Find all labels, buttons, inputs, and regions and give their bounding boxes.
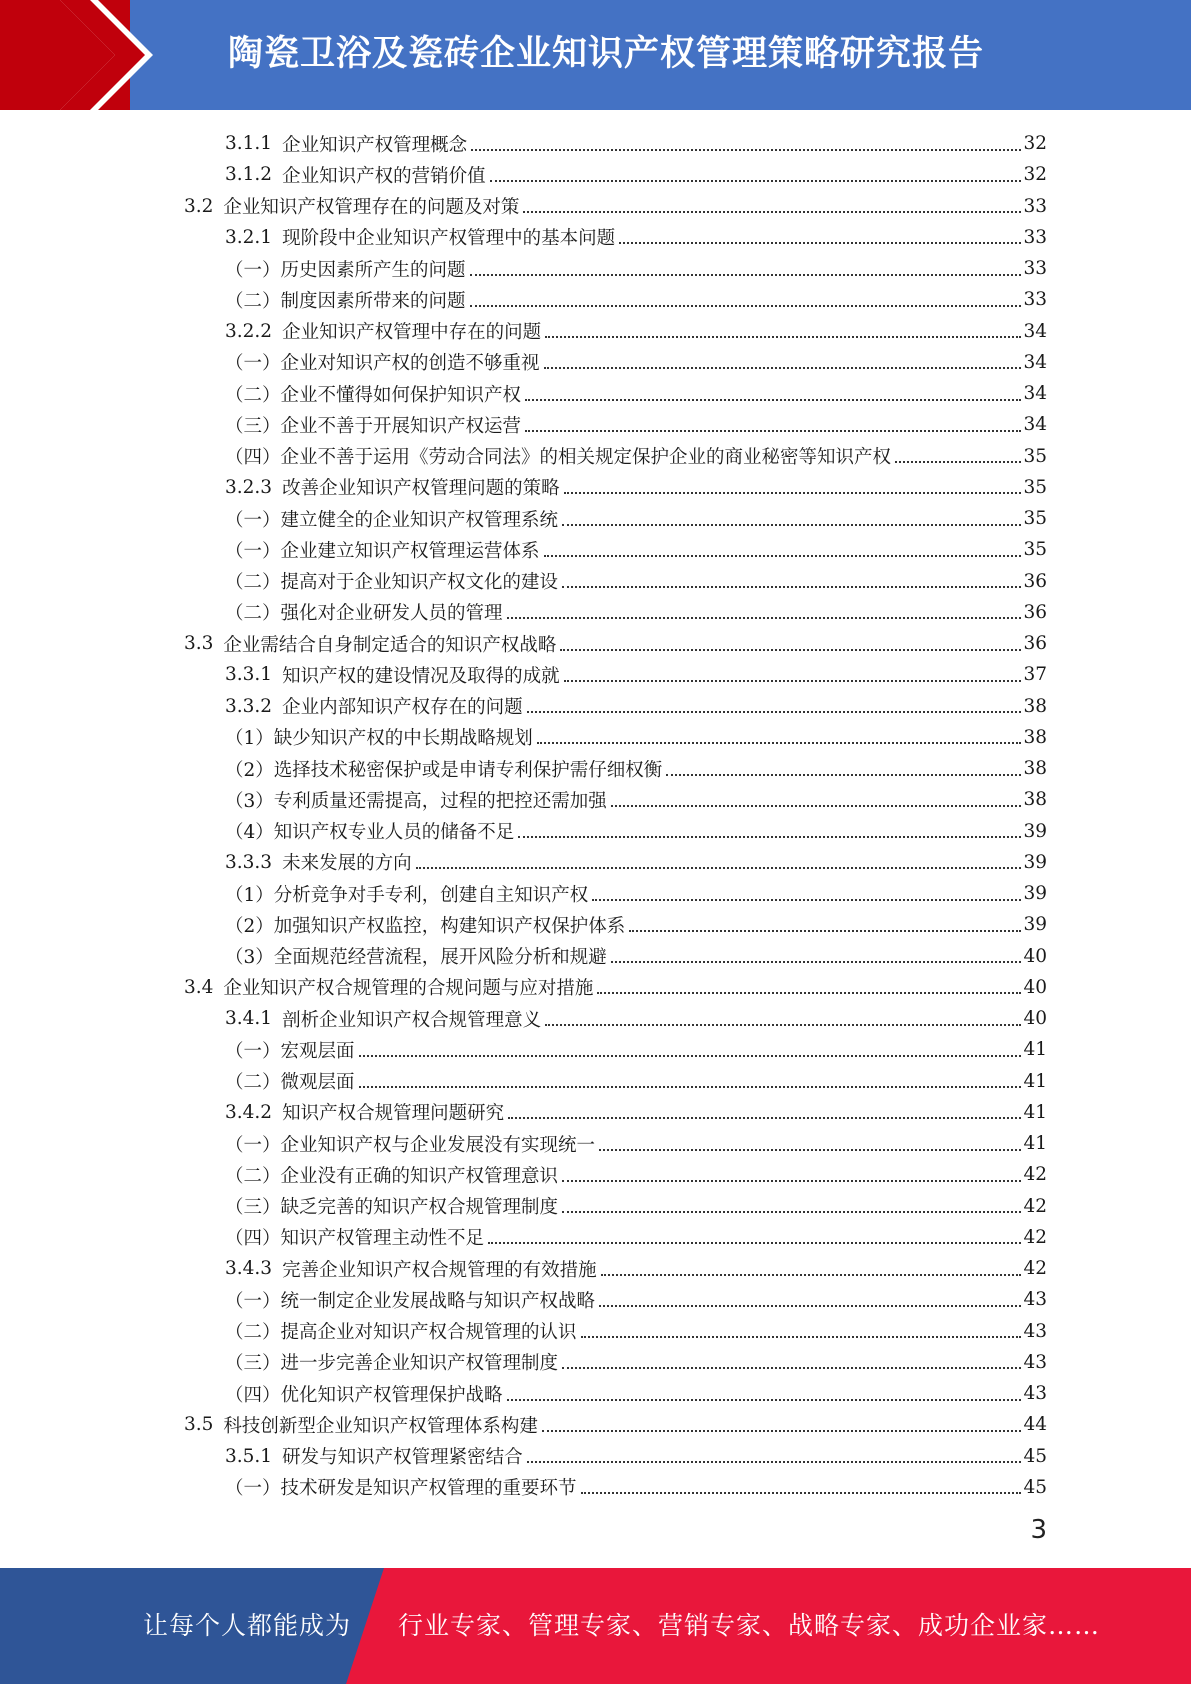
page-footer (0, 1568, 1191, 1684)
toc-entry-title: （四）知识产权管理主动性不足 (225, 1228, 485, 1250)
toc-entry-title: 企业知识产权管理存在的问题及对策 (223, 197, 520, 218)
toc-entry-number: 3.2.1 (225, 226, 273, 248)
toc-entry-title: （一）企业知识产权与企业发展没有实现统一 (225, 1134, 596, 1156)
toc-dot-leader (545, 336, 1021, 338)
toc-entry-page: 41 (1023, 1039, 1047, 1061)
toc-entry[interactable] (184, 972, 1047, 1003)
toc-entry-number: 3.2.2 (225, 320, 273, 342)
toc-dot-leader (508, 1117, 1021, 1119)
toc-dot-leader (597, 992, 1021, 994)
header-chevron-icon (60, 0, 160, 110)
toc-dot-leader (544, 367, 1022, 369)
toc-entry-page: 35 (1023, 476, 1047, 498)
toc-entry-title: （2）选择技术秘密保护或是申请专利保护需仔细权衡 (225, 759, 663, 781)
toc-entry[interactable] (225, 159, 1047, 190)
toc-entry-number: 3.1.2 (225, 164, 273, 186)
toc-entry-title: （一）宏观层面 (225, 1040, 355, 1062)
toc-entry[interactable] (225, 1472, 1047, 1503)
toc-dot-leader (581, 1336, 1022, 1338)
toc-dot-leader (359, 1086, 1022, 1088)
toc-dot-leader (527, 711, 1022, 713)
toc-entry[interactable] (184, 1409, 1047, 1440)
toc-entry-number: 3.2.3 (225, 476, 273, 498)
toc-entry-page: 39 (1023, 883, 1047, 904)
toc-entry-title: （四）企业不善于运用《劳动合同法》的相关规定保护企业的商业秘密等知识产权 (225, 447, 892, 468)
toc-entry-title: （三）缺乏完善的知识产权合规管理制度 (225, 1197, 559, 1218)
toc-entry-title: （一）企业建立知识产权管理运营体系 (225, 540, 540, 562)
toc-entry-page: 36 (1023, 601, 1047, 623)
toc-entry[interactable] (225, 753, 1047, 784)
toc-entry[interactable] (225, 878, 1047, 909)
toc-entry-title: 企业知识产权合规管理的合规问题与应对措施 (223, 978, 594, 1000)
toc-entry-title: 科技创新型企业知识产权管理体系构建 (223, 1415, 538, 1437)
toc-entry[interactable] (225, 1097, 1047, 1128)
toc-entry[interactable] (225, 503, 1047, 534)
toc-entry[interactable] (225, 784, 1047, 815)
toc-dot-leader (507, 617, 1022, 619)
toc-entry-title: 企业内部知识产权存在的问题 (282, 697, 523, 718)
toc-dot-leader (611, 961, 1022, 963)
toc-entry[interactable] (225, 284, 1047, 315)
toc-entry-page: 33 (1023, 258, 1047, 279)
toc-dot-leader (537, 742, 1022, 744)
toc-dot-leader (562, 1367, 1021, 1369)
toc-entry-page: 39 (1023, 820, 1047, 842)
toc-entry-page: 36 (1023, 570, 1047, 592)
toc-dot-leader (601, 1274, 1022, 1276)
toc-entry-page: 32 (1023, 164, 1047, 186)
toc-dot-leader (518, 836, 1021, 838)
toc-entry-page: 38 (1023, 789, 1047, 811)
toc-entry[interactable] (225, 1222, 1047, 1253)
footer-slogan-left: 让每个人都能成为 (143, 1611, 352, 1640)
toc-dot-leader (545, 1024, 1021, 1026)
toc-entry-page: 41 (1023, 1101, 1047, 1123)
toc-entry[interactable] (225, 378, 1047, 409)
toc-dot-leader (562, 1180, 1021, 1182)
toc-entry-title: 企业知识产权管理概念 (282, 134, 468, 156)
toc-entry-page: 35 (1023, 539, 1047, 561)
toc-dot-leader (599, 1305, 1021, 1307)
toc-entry[interactable] (225, 128, 1047, 159)
toc-entry-title: （1）分析竞争对手专利，创建自主知识产权 (225, 884, 589, 906)
toc-entry-page: 43 (1023, 1289, 1047, 1311)
toc-dot-leader (544, 555, 1022, 557)
toc-entry-title: （二）微观层面 (225, 1072, 355, 1093)
toc-dot-leader (592, 899, 1021, 901)
toc-entry-title: 研发与知识产权管理紧密结合 (282, 1447, 523, 1468)
toc-dot-leader (525, 399, 1021, 401)
toc-entry[interactable] (225, 316, 1047, 347)
toc-entry[interactable] (225, 534, 1047, 565)
toc-dot-leader (564, 492, 1022, 494)
toc-entry-page: 32 (1023, 133, 1047, 154)
toc-entry-page: 45 (1023, 1476, 1047, 1498)
toc-entry[interactable] (225, 1347, 1047, 1378)
toc-entry-page: 40 (1023, 976, 1047, 998)
toc-dot-leader (507, 1399, 1022, 1401)
toc-entry[interactable] (225, 1441, 1047, 1472)
toc-dot-leader (490, 180, 1022, 182)
toc-dot-leader (895, 461, 1021, 463)
toc-entry-number: 3.5.1 (225, 1445, 273, 1467)
toc-entry[interactable] (225, 722, 1047, 753)
toc-entry-title: （二）企业不懂得如何保护知识产权 (225, 384, 522, 406)
toc-entry-title: （一）建立健全的企业知识产权管理系统 (225, 509, 559, 531)
toc-dot-leader (629, 930, 1021, 932)
toc-entry-title: （3）专利质量还需提高，过程的把控还需加强 (225, 790, 607, 812)
toc-entry-title: （一）技术研发是知识产权管理的重要环节 (225, 1478, 577, 1500)
toc-entry-page: 44 (1023, 1414, 1047, 1436)
toc-entry-number: 3.3.1 (225, 664, 273, 686)
toc-dot-leader (562, 1211, 1021, 1213)
toc-dot-leader (564, 680, 1022, 682)
toc-entry-title: 改善企业知识产权管理问题的策略 (282, 478, 560, 500)
toc-entry[interactable] (184, 628, 1047, 659)
toc-entry-title: 企业知识产权管理中存在的问题 (282, 322, 542, 343)
toc-dot-leader (599, 1149, 1021, 1151)
toc-entry-number: 3.4.3 (225, 1258, 273, 1279)
toc-entry[interactable] (225, 1034, 1047, 1065)
toc-entry-page: 42 (1023, 1258, 1047, 1279)
toc-dot-leader (527, 1461, 1022, 1463)
toc-dot-leader (562, 586, 1021, 588)
toc-entry[interactable] (225, 941, 1047, 972)
page-header (0, 0, 1191, 110)
toc-entry-page: 35 (1023, 445, 1047, 467)
toc-entry-page: 34 (1023, 320, 1047, 342)
toc-entry-title: （三）企业不善于开展知识产权运营 (225, 415, 522, 437)
toc-entry-page: 40 (1023, 1008, 1047, 1029)
toc-entry-number: 3.3.2 (225, 695, 273, 717)
toc-entry-page: 42 (1023, 1195, 1047, 1217)
toc-entry-title: 知识产权合规管理问题研究 (282, 1103, 505, 1125)
toc-dot-leader (562, 524, 1021, 526)
toc-entry-title: （二）企业没有正确的知识产权管理意识 (225, 1165, 559, 1187)
toc-dot-leader (416, 867, 1022, 869)
toc-entry[interactable] (225, 1253, 1047, 1284)
toc-entry-title: （4）知识产权专业人员的储备不足 (225, 822, 515, 843)
toc-entry-page: 41 (1023, 1133, 1047, 1154)
toc-entry-title: （1）缺少知识产权的中长期战略规划 (225, 728, 533, 750)
toc-entry-page: 42 (1023, 1164, 1047, 1186)
toc-dot-leader (619, 242, 1021, 244)
toc-entry-page: 38 (1023, 726, 1047, 748)
toc-dot-leader (359, 1055, 1022, 1057)
toc-dot-leader (488, 1242, 1021, 1244)
toc-entry[interactable] (225, 816, 1047, 847)
toc-dot-leader (470, 274, 1022, 276)
toc-entry-title: （3）全面规范经营流程，展开风险分析和规避 (225, 947, 607, 968)
toc-dot-leader (525, 430, 1021, 432)
toc-entry[interactable] (225, 1128, 1047, 1159)
toc-entry-title: （一）历史因素所产生的问题 (225, 259, 466, 281)
toc-entry-page: 37 (1023, 664, 1047, 686)
toc-entry[interactable] (225, 566, 1047, 597)
toc-entry[interactable] (225, 1191, 1047, 1222)
toc-entry[interactable] (225, 847, 1047, 878)
toc-entry-page: 43 (1023, 1383, 1047, 1404)
toc-entry-page: 38 (1023, 758, 1047, 779)
toc-entry-page: 39 (1023, 851, 1047, 873)
toc-entry-title: 企业需结合自身制定适合的知识产权战略 (223, 634, 557, 656)
footer-slogan-right: 行业专家、管理专家、营销专家、战略专家、成功企业家…… (398, 1611, 1101, 1640)
toc-entry[interactable] (225, 1159, 1047, 1190)
toc-dot-leader (542, 1430, 1022, 1432)
toc-entry[interactable] (225, 472, 1047, 503)
toc-entry[interactable] (225, 1003, 1047, 1034)
toc-dot-leader (611, 805, 1022, 807)
toc-dot-leader (523, 211, 1021, 213)
toc-entry-title: （二）提高对于企业知识产权文化的建设 (225, 572, 559, 593)
toc-entry-title: （二）制度因素所带来的问题 (225, 290, 466, 312)
toc-entry[interactable] (225, 222, 1047, 253)
toc-entry-number: 3.1.1 (225, 133, 273, 154)
toc-entry-page: 34 (1023, 351, 1047, 373)
toc-entry[interactable] (225, 691, 1047, 722)
toc-entry-title: （四）优化知识产权管理保护战略 (225, 1384, 503, 1406)
toc-entry-title: 剖析企业知识产权合规管理意义 (282, 1009, 542, 1031)
toc-entry-title: 知识产权的建设情况及取得的成就 (282, 665, 560, 687)
toc-entry[interactable] (184, 191, 1047, 222)
toc-entry-number: 3.4 (184, 976, 214, 998)
toc-entry-title: 企业知识产权的营销价值 (282, 165, 486, 187)
toc-entry-number: 3.2 (184, 195, 214, 217)
toc-dot-leader (666, 774, 1021, 776)
toc-entry-title: 未来发展的方向 (282, 853, 412, 875)
toc-entry-page: 35 (1023, 508, 1047, 529)
toc-entry-title: （一）企业对知识产权的创造不够重视 (225, 353, 540, 375)
toc-entry[interactable] (225, 441, 1047, 472)
toc-entry[interactable] (225, 1284, 1047, 1315)
toc-entry[interactable] (225, 1378, 1047, 1409)
toc-dot-leader (560, 649, 1021, 651)
toc-entry-title: （一）统一制定企业发展战略与知识产权战略 (225, 1290, 596, 1312)
toc-entry-page: 38 (1023, 695, 1047, 717)
toc-entry-number: 3.3 (184, 633, 214, 654)
toc-entry-page: 43 (1023, 1351, 1047, 1373)
toc-entry-title: （二）提高企业对知识产权合规管理的认识 (225, 1322, 577, 1343)
page-number: 3 (1030, 1515, 1047, 1545)
toc-entry[interactable] (225, 347, 1047, 378)
toc-entry-title: （二）强化对企业研发人员的管理 (225, 603, 503, 625)
toc-entry[interactable] (225, 1066, 1047, 1097)
toc-entry-title: （三）进一步完善企业知识产权管理制度 (225, 1353, 559, 1375)
toc-entry[interactable] (225, 409, 1047, 440)
toc-entry[interactable] (225, 909, 1047, 940)
toc-entry[interactable] (225, 1316, 1047, 1347)
toc-entry-number: 3.3.3 (225, 851, 273, 873)
toc-entry-page: 42 (1023, 1226, 1047, 1248)
toc-entry-page: 45 (1023, 1445, 1047, 1467)
toc-entry-page: 33 (1023, 226, 1047, 248)
toc-entry[interactable] (225, 659, 1047, 690)
toc-entry-page: 36 (1023, 633, 1047, 654)
toc-entry-page: 40 (1023, 945, 1047, 967)
toc-entry[interactable] (225, 597, 1047, 628)
toc-entry-page: 33 (1023, 289, 1047, 311)
toc-entry-title: 现阶段中企业知识产权管理中的基本问题 (282, 228, 616, 250)
toc-entry-page: 34 (1023, 383, 1047, 404)
toc-dot-leader (581, 1492, 1022, 1494)
toc-dot-leader (471, 149, 1021, 151)
toc-entry-page: 34 (1023, 414, 1047, 436)
toc-entry-number: 3.4.1 (225, 1008, 273, 1029)
toc-entry-page: 33 (1023, 195, 1047, 217)
toc-entry-number: 3.5 (184, 1414, 214, 1436)
toc-entry-page: 39 (1023, 914, 1047, 936)
toc-entry[interactable] (225, 253, 1047, 284)
document-title: 陶瓷卫浴及瓷砖企业知识产权管理策略研究报告 (228, 34, 985, 74)
toc-entry-page: 43 (1023, 1320, 1047, 1342)
toc-dot-leader (470, 305, 1022, 307)
toc-entry-page: 41 (1023, 1070, 1047, 1092)
toc-entry-title: （2）加强知识产权监控，构建知识产权保护体系 (225, 915, 626, 937)
toc-entry-title: 完善企业知识产权合规管理的有效措施 (282, 1259, 597, 1281)
toc-entry-number: 3.4.2 (225, 1101, 273, 1123)
